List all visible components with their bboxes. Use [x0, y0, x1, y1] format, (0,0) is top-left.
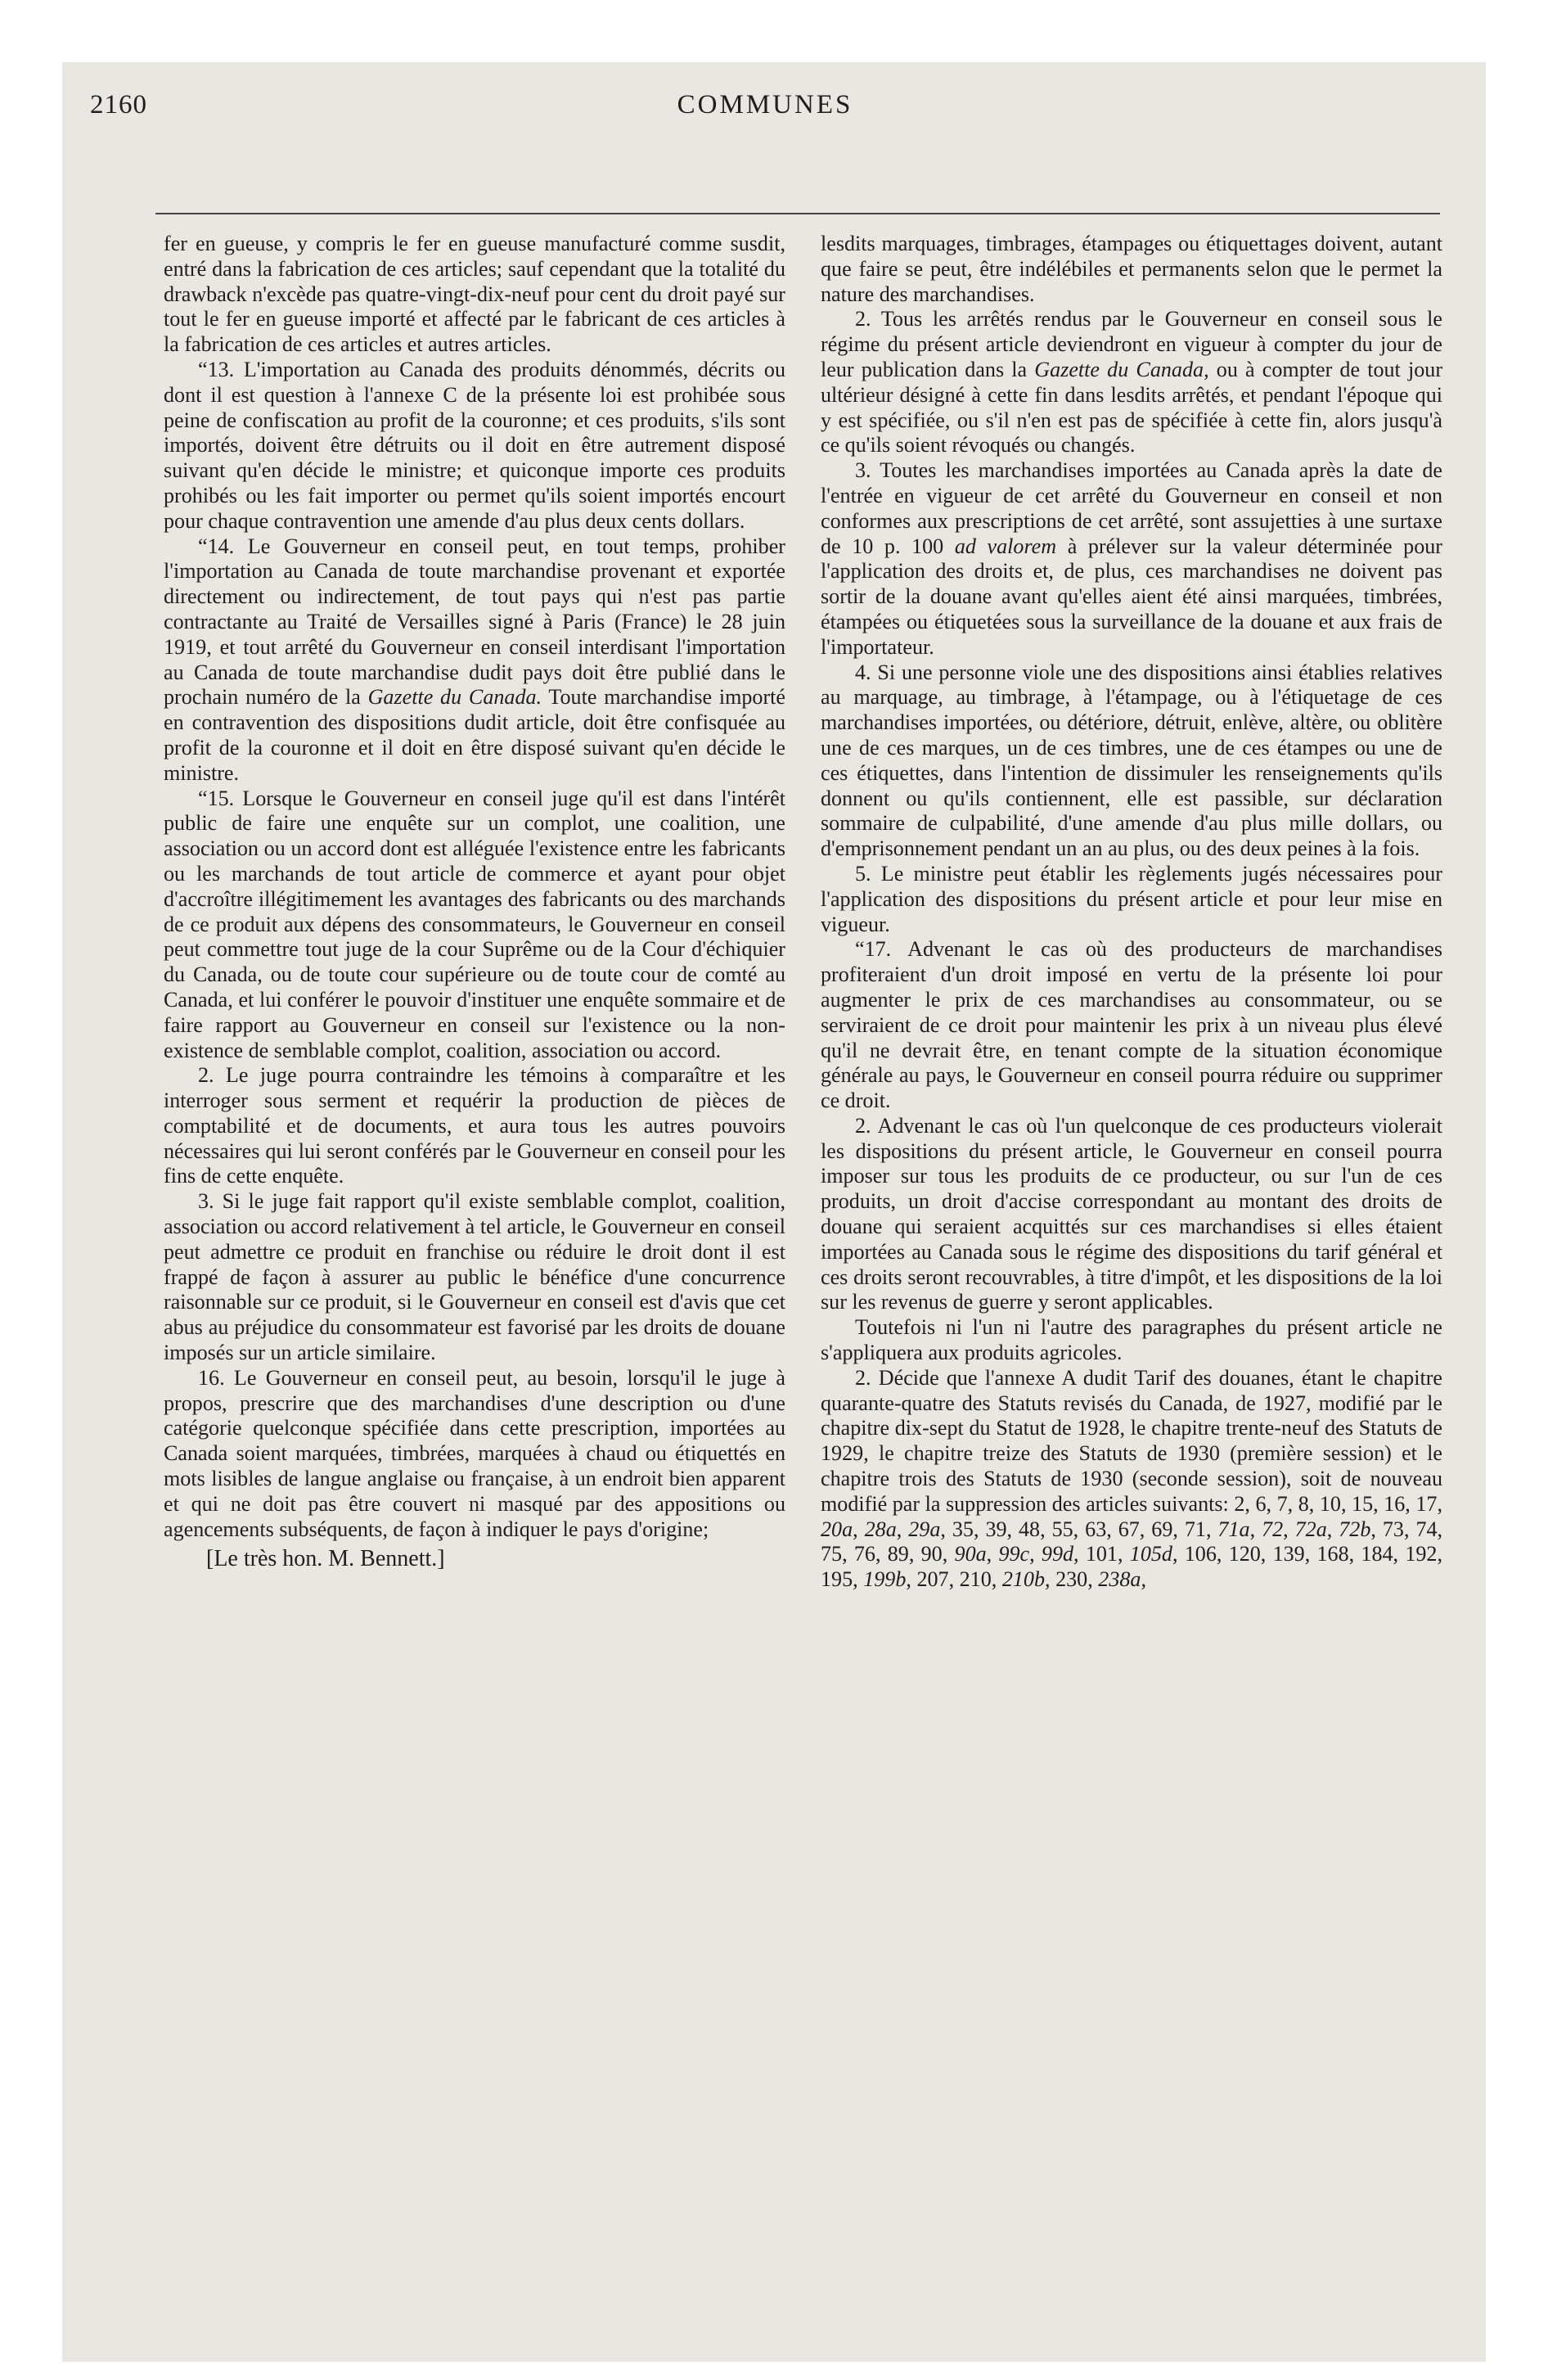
right-column: [821, 232, 1442, 1593]
italic-item-number: 20a: [821, 1517, 853, 1541]
text-run: Toute marchandise importé en contravention des dispositions dudit article, doit être confisquée au profit de la couronne et il doit en être disposé suivant qu'en décide le ministre.: [164, 685, 785, 785]
paragraph: 2. Décide que l'annexe A dudit Tarif des douanes, étant le chapitre quarante-quatre des Statuts revisés du Canada, de 1927, modifié par le chapitre dix-sept du Statut de 1928, le chapitre trente-neuf des Statuts de 1929, le chapitre treize des Statuts de 1930 (première session) et le chapitre trois des Statuts de 1930 (seconde session), soit de nouveau modifié par la suppression des articles suivants: 2, 6, 7, 8, 10, 15, 16, 17, 20a, 28a, 29a, 35, 39, 48, 55, 63, 67, 69, 71, 71a, 72, 72a, 72b, 73, 74, 75, 76, 89, 90, 90a, 99c, 99d, 101, 105d, 106, 120, 139, 168, 184, 192, 195, 199b, 207, 210, 210b, 230, 238a,: [821, 1365, 1443, 1592]
italic-item-number: 210b: [1001, 1567, 1046, 1592]
paragraph: 4. Si une personne viole une des dispositions ainsi établies relatives au marquage, au timbrage, à l'étampage, ou à l'étiquetage de ces marchandises importées, ou détériore, détruit, enlève, altère, ou oblitère une de ces marques, un de ces timbres, une de ces étampes ou une de ces étiquettes, dans l'intention de dissimuler les renseignements qu'ils donnent ou qu'ils contiennent, elle est passible, sur déclaration sommaire de culpabilité, d'une amende d'au plus mille dollars, ou d'emprisonnement pendant un an au plus, ou des deux peines à la fois.: [821, 660, 1442, 861]
text-run: 230,: [1055, 1567, 1093, 1592]
header-rule: [155, 213, 1440, 214]
speaker-credit: [Le très hon. M. Bennett.]: [206, 1546, 445, 1572]
text-run: 101,: [1085, 1542, 1123, 1566]
italic-publication-title: Gazette du Canada.: [367, 685, 542, 710]
italic-item-number: 29a: [908, 1517, 941, 1541]
italic-publication-title: Gazette du Canada,: [1034, 357, 1209, 381]
italic-item-number: 238a,: [1098, 1567, 1146, 1592]
running-head: COMMUNES: [677, 90, 853, 119]
paragraph: 16. Le Gouverneur en conseil peut, au besoin, lorsqu'il le juge à propos, prescrire que des marchandises d'une description ou d'une catégorie quelconque spécifiée dans cette prescription, importées au Canada soient marquées, timbrées, marquées à chaud ou étiquettés en mots lisibles de langue anglaise ou française, à un endroit bien apparent et qui ne doit pas être couvert ni masqué par des appositions ou agencements subséquents, de façon à indiquer le pays d'origine;: [164, 1365, 785, 1541]
text-run: 2. Tous les arrêtés rendus par le Gouverneur en conseil sous le régime du présent article deviendront en vigueur à compter du jour de leur publication dans la: [821, 307, 1442, 381]
italic-item-number: 71a: [1217, 1517, 1250, 1541]
italic-item-number: 72a: [1294, 1517, 1327, 1541]
paragraph: fer en gueuse, y compris le fer en gueuse manufacturé comme susdit, entré dans la fabrication de ces articles; sauf cependant que la totalité du drawback n'excède pas quatre-vingt-dix-neuf pour cent du droit payé sur tout le fer en gueuse importé et affecté par le fabricant de ces articles à la fabrication de ces articles et autres articles.: [164, 232, 785, 357]
text-run: à prélever sur la valeur déterminée pour l'application des droits et, de plus, ces marchandises ne doivent pas sortir de la douane avant qu'elles aient été ainsi marquées, timbrées, étampées ou étiquetées sous la surveillance de la douane et aux frais de l'importateur.: [821, 534, 1442, 659]
paragraph: [821, 307, 1442, 458]
left-column: [164, 232, 785, 1572]
paragraph: 2. Le juge pourra contraindre les témoins à comparaître et les interroger sous serment et requérir la production de pièces de comptabilité et de documents, et aura tous les autres pouvoirs nécessaires qui lui seront conférés par le Gouverneur en conseil pour les fins de cette enquête.: [164, 1063, 785, 1188]
text-run: 207, 210,: [916, 1567, 997, 1592]
page-header: [90, 90, 1440, 131]
text-run: ou à compter de tout jour ultérieur désigné à cette fin dans lesdits arrêtés, et pendant l'époque qui y est spécifiée, ou s'il n'en est pas de spécifiée à cette fin, alors jusqu'à ce qu'ils soient révoqués ou changés.: [821, 357, 1443, 458]
italic-item-number: 99d: [1041, 1542, 1074, 1566]
text-run: 73, 74, 75, 76, 89, 90,: [821, 1517, 1443, 1566]
text-run: 2. Décide que l'annexe A dudit Tarif des douanes, étant le chapitre quarante-quatre des Statuts revisés du Canada, de 1927, modifié par le chapitre dix-sept du Statut de 1928, le chapitre trente-neuf des Statuts de 1929, le chapitre treize des Statuts de 1930 (première session) et le chapitre trois des Statuts de 1930 (seconde session), soit de nouveau modifié par la suppression des articles suivants: 2, 6, 7, 8, 10, 15, 16, 17,: [821, 1365, 1442, 1516]
paragraph: “17. Advenant le cas où des producteurs de marchandises profiteraient d'un droit imposé en vertu de la présente loi pour augmenter le prix de ces marchandises au consommateur, ou se serviraient de ce droit pour maintenir les prix à un niveau plus élevé qu'il ne devrait être, en tenant compte de la situation économique générale au pays, le Gouverneur en conseil pourra réduire ou supprimer ce droit.: [821, 937, 1442, 1113]
italic-item-number: 90a: [954, 1542, 987, 1566]
italic-term: ad valorem: [954, 534, 1057, 558]
text-run: “14. Le Gouverneur en conseil peut, en tout temps, prohiber l'importation au Canada de toute marchandise provenant et exportée directement ou indirectement, de tout pays qui n'est pas partie contractante au Traité de Versailles signé à Paris (France) le 28 juin 1919, et tout arrêté du Gouverneur en conseil interdisant l'importation au Canada de toute marchandise dudit pays doit être publié dans le prochain numéro de la: [164, 534, 785, 710]
italic-item-number: 199b: [863, 1567, 907, 1592]
paragraph: 5. Le ministre peut établir les règlements jugés nécessaires pour l'application des dispositions du présent article et pour leur mise en vigueur.: [821, 861, 1442, 936]
italic-item-number: 99c: [998, 1542, 1030, 1566]
text-run: 3. Toutes les marchandises importées au Canada après la date de l'entrée en vigueur de cet arrêté du Gouverneur en conseil et non conformes aux prescriptions de cet arrêté, sont assujetties à une surtaxe de 10 p. 100: [821, 458, 1442, 558]
paragraph: [164, 534, 785, 787]
italic-item-number: 72: [1262, 1517, 1284, 1541]
paragraph: “13. L'importation au Canada des produits dénommés, décrits ou dont il est question à l'annexe C de la présente loi est prohibée sous peine de confiscation au profit de la couronne; et ces produits, s'ils sont importés, doivent être détruits ou il doit en être autrement disposé suivant qu'en décide le ministre; et quiconque importe ces produits prohibés ou les fait importer ou permet qu'ils soient importés encourt pour chaque contravention une amende d'au plus deux cents dollars.: [164, 357, 785, 533]
text-run: 106, 120, 139, 168, 184, 192, 195,: [821, 1542, 1443, 1592]
paragraph: 3. Si le juge fait rapport qu'il existe semblable complot, coalition, association ou accord relativement à tel article, le Gouverneur en conseil peut admettre ce produit en franchise ou réduire le droit dont il est frappé de façon à assurer au public le bénéfice d'une concurrence raisonnable sur ce produit, si le Gouverneur en conseil est d'avis que cet abus au préjudice du consommateur est favorisé par les droits de douane imposés sur un article similaire.: [164, 1189, 785, 1365]
text-run: 35, 39, 48, 55, 63, 67, 69, 71,: [952, 1517, 1212, 1541]
paragraph: 2. Advenant le cas où l'un quelconque de ces producteurs violerait les dispositions du présent article, le Gouverneur en conseil pourra imposer sur tous les produits de ce producteur, ou sur l'un de ces produits, un droit d'accise correspondant au montant des droits de douane qui seraient acquittés sur ces marchandises si elles étaient importées au Canada sous le régime des dispositions du tarif général et ces droits seront recouvrables, à titre d'impôt, et les dispositions de la loi sur les revenus de guerre y seront applicables.: [821, 1113, 1442, 1314]
paragraph: lesdits marquages, timbrages, étampages ou étiquettages doivent, autant que faire se peut, être indélébiles et permanents selon que le permet la nature des marchandises.: [821, 232, 1442, 306]
italic-item-number: 105d: [1129, 1542, 1172, 1566]
page-number: 2160: [90, 90, 147, 119]
paragraph: [821, 458, 1442, 660]
paragraph: “15. Lorsque le Gouverneur en conseil juge qu'il est dans l'intérêt public de faire une enquête sur un complot, une coalition, une association ou un accord dont est alléguée l'existence entre les fabricants ou les marchands de tout article de commerce et ayant pour objet d'accroître illégitimement les avantages des fabricants ou des marchands de ce produit aux dépens des consommateurs, le Gouverneur en conseil peut commettre tout juge de la cour Suprême ou de la Cour d'échiquier du Canada, ou de toute cour supérieure ou de toute cour de comté au Canada, et lui conférer le pouvoir d'instituer une enquête sommaire et de faire rapport au Gouverneur en conseil sur l'existence ou la non-existence de semblable complot, coalition, association ou accord.: [164, 786, 785, 1062]
italic-item-number: 28a: [864, 1517, 897, 1541]
italic-item-number: 72b: [1339, 1517, 1371, 1541]
paragraph: Toutefois ni l'un ni l'autre des paragraphes du présent article ne s'appliquera aux produits agricoles.: [821, 1315, 1442, 1365]
